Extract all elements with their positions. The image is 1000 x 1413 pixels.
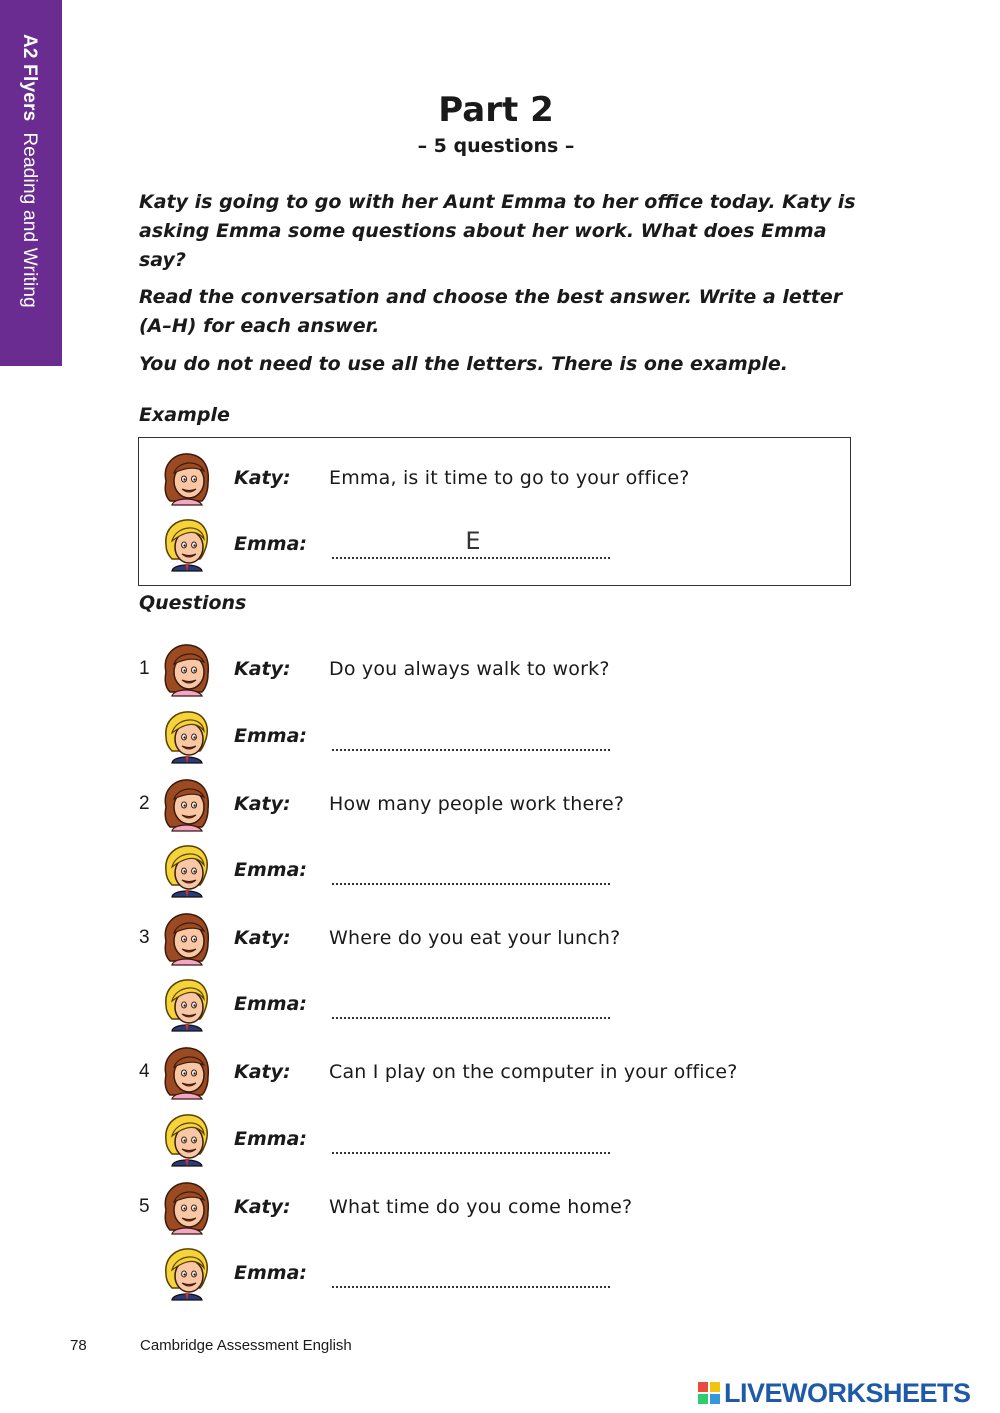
example-emma-row <box>0 517 1000 573</box>
publisher-name: Cambridge Assessment English <box>140 1337 352 1354</box>
liveworksheets-icon <box>698 1382 720 1404</box>
speaker-label: Katy: <box>234 927 291 949</box>
question-number: 4 <box>139 1061 150 1082</box>
answer-field-2[interactable] <box>332 853 614 881</box>
question-4-emma-row <box>0 1112 1000 1168</box>
page-number: 78 <box>70 1337 87 1354</box>
question-1-katy-row <box>0 642 1000 698</box>
katy-avatar-icon <box>158 777 214 833</box>
speaker-label: Katy: <box>234 1196 291 1218</box>
example-katy-row <box>0 451 1000 507</box>
katy-line: Can I play on the computer in your office? <box>329 1061 738 1083</box>
katy-avatar-icon <box>158 1180 214 1236</box>
speaker-label: Emma: <box>234 1262 307 1284</box>
instructions-note: You do not need to use all the letters. There is one example. <box>139 353 788 375</box>
speaker-label: Emma: <box>234 859 307 881</box>
emma-avatar-icon <box>158 843 214 899</box>
emma-avatar-icon <box>158 1246 214 1302</box>
emma-avatar-icon <box>158 709 214 765</box>
liveworksheets-wordmark: LIVEWORKSHEETS <box>724 1378 971 1408</box>
katy-line: Do you always walk to work? <box>329 658 610 680</box>
page-subtitle: – 5 questions – <box>417 135 575 157</box>
side-tab-skill: Reading and Writing <box>19 132 40 308</box>
side-tab-text <box>18 34 40 308</box>
question-4-katy-row <box>0 1045 1000 1101</box>
question-5-emma-row <box>0 1246 1000 1302</box>
speaker-label: Katy: <box>234 658 291 680</box>
question-number: 2 <box>139 793 150 814</box>
side-tab <box>0 0 62 366</box>
question-3-katy-row <box>0 911 1000 967</box>
speaker-label: Katy: <box>234 793 291 815</box>
answer-field-1[interactable] <box>332 719 614 747</box>
katy-avatar-icon <box>158 1045 214 1101</box>
speaker-label: Katy: <box>234 467 291 489</box>
speaker-label: Emma: <box>234 1128 307 1150</box>
instructions-task: Read the conversation and choose the best answer. Write a letter (A–H) for each answer. <box>139 286 843 337</box>
katy-line: What time do you come home? <box>329 1196 633 1218</box>
katy-avatar-icon <box>158 642 214 698</box>
question-2-katy-row <box>0 777 1000 833</box>
emma-avatar-icon <box>158 1112 214 1168</box>
question-number: 5 <box>139 1196 150 1217</box>
question-number: 3 <box>139 927 150 948</box>
speaker-label: Emma: <box>234 725 307 747</box>
question-5-katy-row <box>0 1180 1000 1236</box>
page-title: Part 2 <box>438 90 554 130</box>
katy-line: Where do you eat your lunch? <box>329 927 621 949</box>
questions-label: Questions <box>139 592 247 614</box>
question-number: 1 <box>139 658 150 679</box>
question-1-emma-row <box>0 709 1000 765</box>
example-answer-field <box>332 527 614 555</box>
side-tab-level: A2 Flyers <box>19 34 40 122</box>
emma-avatar-icon <box>158 517 214 573</box>
example-label: Example <box>139 404 230 426</box>
answer-field-4[interactable] <box>332 1122 614 1150</box>
emma-avatar-icon <box>158 977 214 1033</box>
speaker-label: Emma: <box>234 993 307 1015</box>
speaker-label: Katy: <box>234 1061 291 1083</box>
katy-avatar-icon <box>158 911 214 967</box>
question-2-emma-row <box>0 843 1000 899</box>
answer-field-5[interactable] <box>332 1256 614 1284</box>
speaker-label: Emma: <box>234 533 307 555</box>
katy-avatar-icon <box>158 451 214 507</box>
instructions-intro: Katy is going to go with her Aunt Emma to her office today. Katy is asking Emma some questions about her work. What does Emma say? <box>139 191 856 271</box>
answer-field-3[interactable] <box>332 987 614 1015</box>
katy-line: Emma, is it time to go to your office? <box>329 467 690 489</box>
katy-line: How many people work there? <box>329 793 625 815</box>
question-3-emma-row <box>0 977 1000 1033</box>
